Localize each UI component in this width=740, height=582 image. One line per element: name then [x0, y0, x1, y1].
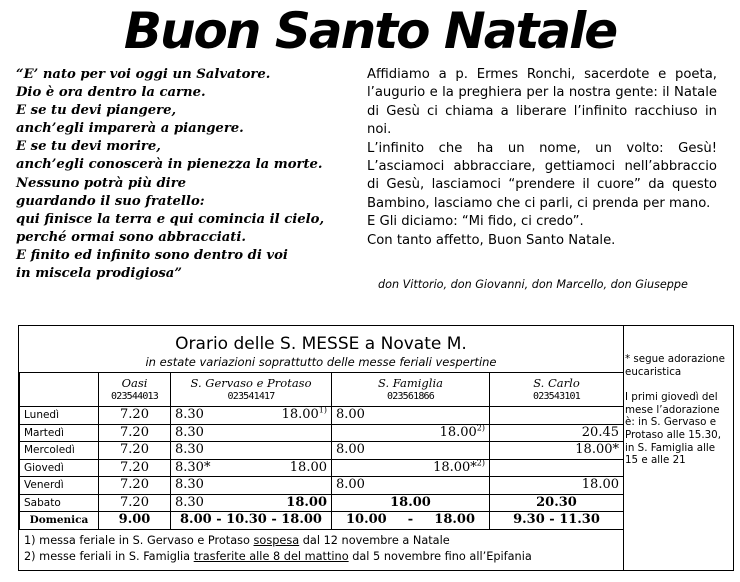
time-cell	[171, 477, 332, 495]
table-header-cell	[332, 373, 490, 407]
table-header-cell	[99, 373, 171, 407]
schedule-heading-text: Orario delle S. MESSE	[175, 334, 360, 354]
table-row	[20, 442, 624, 460]
time-value: 8.30*	[175, 459, 211, 475]
page-title: Buon Santo Natale	[123, 2, 617, 60]
table-header-cell	[20, 373, 99, 407]
poem-line: guardando il suo fratello:	[16, 193, 205, 209]
time-cell: 7.20	[99, 424, 171, 442]
side-notes	[625, 353, 731, 467]
time-value: 8.30	[175, 424, 204, 440]
time-cell: 9.00	[99, 512, 171, 530]
day-cell: Lunedì	[20, 407, 99, 425]
poem-line: E finito ed infinito sono dentro di voi	[16, 247, 288, 263]
footnote-text: 1) messa feriale in S. Gervaso e Protaso	[24, 534, 254, 547]
footnotes	[24, 533, 532, 565]
table-header-row	[20, 373, 624, 407]
table-row	[20, 459, 624, 477]
prose-paragraph: L’infinito che ha un nome, un volto: Gesù! L’asciamoci abbracciare, gettiamoci nell’abbraccio di Gesù, lasciamoci “prendere il cuore” da questo Bambino, lasciamo che ci parli, ci prenda per mano.	[367, 140, 717, 211]
time-value: 18.00	[286, 494, 327, 510]
poem-line: E se tu devi piangere,	[16, 103, 177, 119]
day-cell: Mercoledì	[20, 442, 99, 460]
time-value: 8.00	[336, 442, 365, 458]
footnote-emphasis: trasferite alle 8 del mattino	[193, 550, 349, 563]
footnote-text: dal 12 novembre a Natale	[299, 534, 450, 547]
time-cell	[332, 477, 490, 495]
footnote-mark: 1)	[318, 406, 327, 415]
day-cell: Giovedì	[20, 459, 99, 477]
schedule-header	[19, 326, 623, 372]
poem	[16, 66, 361, 283]
time-value: 8.00	[336, 407, 365, 423]
church-name: Oasi	[121, 375, 148, 390]
church-phone: 023561866	[387, 390, 434, 402]
church-name: S. Famiglia	[378, 375, 443, 390]
prose-paragraph: Con tanto affetto, Buon Santo Natale.	[367, 232, 616, 248]
schedule-heading	[19, 326, 623, 355]
time-value: 8.30	[175, 407, 204, 423]
poem-line: Nessuno potrà più dire	[16, 175, 187, 191]
time-value: 8.30	[175, 477, 204, 493]
time-value: 18.00	[289, 459, 327, 475]
church-phone: 023544013	[111, 390, 158, 402]
time-cell: 20.45	[490, 424, 624, 442]
day-cell: Venerdì	[20, 477, 99, 495]
time-cell	[332, 512, 490, 530]
time-cell	[332, 407, 490, 425]
poem-line: “E’ nato per voi oggi un Salvatore.	[16, 67, 271, 82]
time-cell	[332, 494, 490, 512]
time-value: 18.00*	[433, 459, 477, 475]
footnote-emphasis: sospesa	[253, 534, 300, 547]
day-cell: Martedì	[20, 424, 99, 442]
time-cell: 8.00 - 10.30 - 18.00	[171, 512, 332, 530]
time-cell	[332, 442, 490, 460]
footnote-2	[24, 549, 532, 565]
time-value: 8.00	[336, 477, 365, 493]
time-cell: 9.30 - 11.30	[490, 512, 624, 530]
footnote-mark: 2)	[476, 459, 485, 468]
table-row	[20, 494, 624, 512]
time-value: 10.00	[346, 512, 387, 528]
poem-line: perché ormai sono abbracciati.	[16, 229, 246, 245]
table-row	[20, 477, 624, 495]
prose-paragraph: Affidiamo a p. Ermes Ronchi, sacerdote e poeta, l’augurio e la preghiera per la nostra gente: il Natale di Gesù ci chiama a liberare l’infinito racchiuso in noi.	[367, 67, 717, 138]
time-value: 18.00	[390, 494, 431, 510]
time-cell: 7.20	[99, 459, 171, 477]
time-cell: 7.20	[99, 494, 171, 512]
first-thursday-note: I primi giovedì del mese l’adorazione è: in S. Gervaso e Protaso alle 15.30, in S. Famiglia alle 15 e alle 21	[625, 391, 722, 467]
poem-line: anch’egli imparerà a piangere.	[16, 121, 244, 137]
time-cell	[490, 407, 624, 425]
time-cell: 7.20	[99, 442, 171, 460]
time-separator: -	[407, 512, 414, 528]
time-value: 8.30	[175, 494, 204, 510]
church-phone: 023541417	[227, 390, 275, 402]
time-value: 8.30	[175, 442, 204, 458]
prose-paragraph: E Gli diciamo: “Mi fido, ci credo”.	[367, 214, 584, 230]
time-value: 18.00	[434, 512, 475, 528]
time-cell	[332, 424, 490, 442]
church-name: S. Gervaso e Protaso	[190, 375, 312, 390]
church-phone: 023543101	[533, 390, 580, 402]
footnote-1	[24, 533, 532, 549]
poem-line: E se tu devi morire,	[16, 139, 161, 155]
schedule-subheading: in estate variazioni soprattutto delle messe feriali vespertine	[145, 355, 497, 369]
time-cell: 18.00*	[490, 442, 624, 460]
time-cell	[171, 442, 332, 460]
time-cell	[171, 424, 332, 442]
time-cell: 7.20	[99, 477, 171, 495]
time-cell: 7.20	[99, 407, 171, 425]
footnote-mark: 2)	[476, 424, 485, 433]
table-header-cell	[171, 373, 332, 407]
table-row	[20, 424, 624, 442]
message-text	[367, 66, 717, 250]
table-row	[20, 407, 624, 425]
church-name: S. Carlo	[533, 375, 580, 390]
time-value: 18.00	[281, 407, 319, 423]
poem-line: in miscela prodigiosa”	[16, 266, 182, 282]
footnote-text: 2) messe feriali in S. Famiglia	[24, 550, 194, 563]
mass-schedule-table	[19, 372, 624, 530]
poem-line: anch’egli conoscerà in pienezza la morte.	[16, 157, 323, 173]
time-cell	[332, 459, 490, 477]
signature: don Vittorio, don Giovanni, don Marcello, don Giuseppe	[378, 278, 688, 291]
time-cell	[171, 407, 332, 425]
time-cell	[490, 459, 624, 477]
poem-line: Dio è ora dentro la carne.	[16, 85, 206, 101]
day-cell: Domenica	[20, 512, 99, 530]
adoration-note: * segue adorazione eucaristica	[625, 353, 725, 378]
time-cell: 18.00	[490, 477, 624, 495]
time-cell	[171, 459, 332, 477]
table-row-sunday	[20, 512, 624, 530]
time-cell	[171, 494, 332, 512]
schedule-heading-prefix: a	[364, 334, 376, 354]
poem-line: qui finisce la terra e qui comincia il cielo,	[16, 211, 325, 227]
footnote-text: dal 5 novembre fino all’Epifania	[348, 550, 532, 563]
day-cell: Sabato	[20, 494, 99, 512]
time-cell: 20.30	[490, 494, 624, 512]
schedule-heading-place: Novate M.	[380, 334, 467, 354]
time-value: 18.00	[439, 424, 477, 440]
table-header-cell	[490, 373, 624, 407]
